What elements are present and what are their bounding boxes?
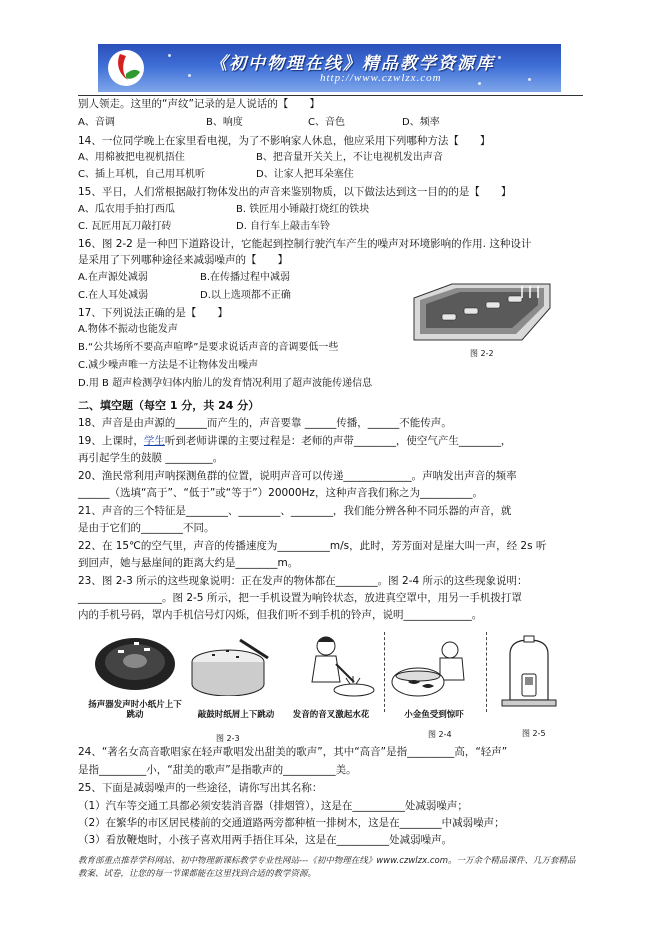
q25-stem: 25、下面是减弱噪声的一些途径，请你写出其名称： [78,782,323,794]
q16-option-b: B.在传播过程中减弱 [200,272,291,283]
q20-line2: ______（选填“高于”、“低于”或“等于”）20000Hz，这种声音我们称之为__________。 [78,487,483,499]
speaker-caption: 扬声器发声时小纸片上下跳动 [88,700,182,720]
q14-option-d: D、让家人把耳朵塞住 [256,169,354,180]
q16-option-d: D.以上选项都不正确 [200,290,291,301]
q17-option-c: C.减少噪声唯一方法是不让物体发出噪声 [78,360,259,371]
q25-item-1: （1）汽车等交通工具都必须安装消音器（排烟管），这是在__________处减弱噪声； [78,800,468,812]
q16-stem-line1: 16、图 2-2 是一种凹下道路设计，它能起到控制行驶汽车产生的噪声对环境影响的作用. 这种设计 [78,238,532,250]
site-url[interactable]: http://www.czwlzx.com [320,72,442,84]
q24-line2: 是指_________小，“甜美的歌声”是指歌声的__________美。 [78,764,357,776]
q22-line2: 到回声，她与悬崖间的距离大约是________m。 [78,557,299,569]
q13-option-c: C、音色 [308,117,345,128]
page-footer: 教育部重点推荐学科网站、初中物理新课标教学专业性网站---《初中物理在线》www.czwlzx.com。一万余个精品课件、几万套精品教案、试卷，让您的每一节课都能在这里找到合适的教学资源。 [78,856,576,879]
goldfish-figure [388,636,480,706]
q14-option-a: A、用棉被把电视机捂住 [78,152,185,163]
q25-item-2: （2）在繁华的市区居民楼前的交通道路两旁都种植一排树木，这是在________中减弱噪声； [78,817,505,829]
q14-option-b: B、把音量开关关上，不让电视机发出声音 [256,152,443,163]
q23-line3: 内的手机号码，罩内手机信号灯闪烁，但我们听不到手机的铃声，说明_____________。 [78,609,483,621]
q18-text: 18、声音是由声源的______而产生的，声音要靠 ______传播，______不能传声。 [78,417,452,429]
drum-caption: 敲鼓时纸屑上下跳动 [197,710,275,720]
q16-option-c: C.在人耳处减弱 [78,290,149,301]
speaker-figure [90,634,180,696]
figure-2-5-label: 图 2-5 [522,729,546,738]
q23-line1: 23、图 2-3 所示的这些现象说明：正在发声的物体都在________。图 2-4 所示的这些现象说明： [78,575,528,587]
sunken-road-figure [412,278,552,344]
q17-option-d: D.用 B 超声检测孕妇体内胎儿的发育情况利用了超声波能传递信息 [78,378,373,389]
figure-divider-1 [384,632,386,712]
q13-option-a: A、音调 [78,117,115,128]
q21-line2: 是由于它们的________不同。 [78,522,215,534]
q15-option-d: D. 自行车上敲击车铃 [236,221,331,232]
header-rule [78,95,583,96]
q16-option-a: A.在声源处减弱 [78,272,148,283]
tuning-fork-caption: 发音的音叉激起水花 [292,710,370,720]
q19-prefix: 19、上课时， [78,435,144,447]
header-banner [98,44,561,92]
q25-item-3: （3）看放鞭炮时，小孩子喜欢用两手捂住耳朵，这是在__________处减弱噪声。 [78,834,453,846]
goldfish-caption: 小金鱼受到惊吓 [404,710,464,720]
q19-student-link[interactable]: 学生 [143,435,165,447]
q15-option-a: A、瓜农用手拍打西瓜 [78,204,175,215]
q14-option-c: C、插上耳机，自己用耳机听 [78,169,205,180]
q13-option-d: D、频率 [402,117,440,128]
q15-stem: 15、平日，人们常根据敲打物体发出的声音来鉴别物质，以下做法达到这一目的的是【 】 [78,186,512,198]
q15-option-c: C. 瓦匠用瓦刀敲打砖 [78,221,172,232]
q13-option-b: B、响度 [206,117,243,128]
figure-2-3-label: 图 2-3 [216,734,240,743]
tuning-fork-figure [292,632,378,706]
figure-2-2-caption: 图 2-2 [470,349,494,358]
q19-line2: 再引起学生的鼓膜 _________。 [78,452,224,464]
q13-stem: 别人领走。这里的“声纹”记录的是人说话的【 】 [78,98,320,110]
q16-stem-line2: 是采用了下列哪种途径来减弱噪声的【 】 [78,254,288,266]
figure-2-4-label: 图 2-4 [428,730,452,739]
q14-stem: 14、一位同学晚上在家里看电视，为了不影响家人休息，他应采用下列哪种方法【 】 [78,135,491,147]
q17-stem: 17、下列说法正确的是【 】 [78,307,228,319]
drum-figure [188,636,278,696]
section-fill-blank-title: 二、填空题（每空 1 分，共 24 分） [78,399,260,412]
q20-line1: 20、渔民常利用声呐探测鱼群的位置，说明声音可以传递_____________。声呐发出声音的频率 [78,470,517,482]
bell-jar-figure [498,634,560,714]
q15-option-b: B. 铁匠用小锤敲打烧红的铁块 [236,204,370,215]
q23-line2: ________________。图 2-5 所示，把一手机设置为响铃状态，放进真空罩中，用另一手机拨打罩 [78,592,522,604]
q24-line1: 24、“著名女高音歌唱家在轻声歌唱发出甜美的歌声”，其中“高音”是指_________高，“轻声” [78,746,508,758]
site-title: 《初中物理在线》精品教学资源库 [210,54,495,74]
q17-option-a: A.物体不振动也能发声 [78,324,178,335]
q19-line1 [78,434,511,448]
site-logo-icon [106,48,146,88]
q22-line1: 22、在 15℃的空气里，声音的传播速度为__________m/s，此时，芳芳面对是崖大叫一声，经 2s 听 [78,540,547,552]
figure-divider-2 [486,632,488,712]
q21-line1: 21、声音的三个特征是________、________、________，我们能分辨各种不同乐器的声音，就 [78,505,512,517]
q17-option-b: B.“公共场所不要高声喧哗”是要求说话声音的音调要低一些 [78,342,339,353]
q19-suffix: 听到老师讲课的主要过程是：老师的声带________，使空气产生________， [164,435,512,447]
